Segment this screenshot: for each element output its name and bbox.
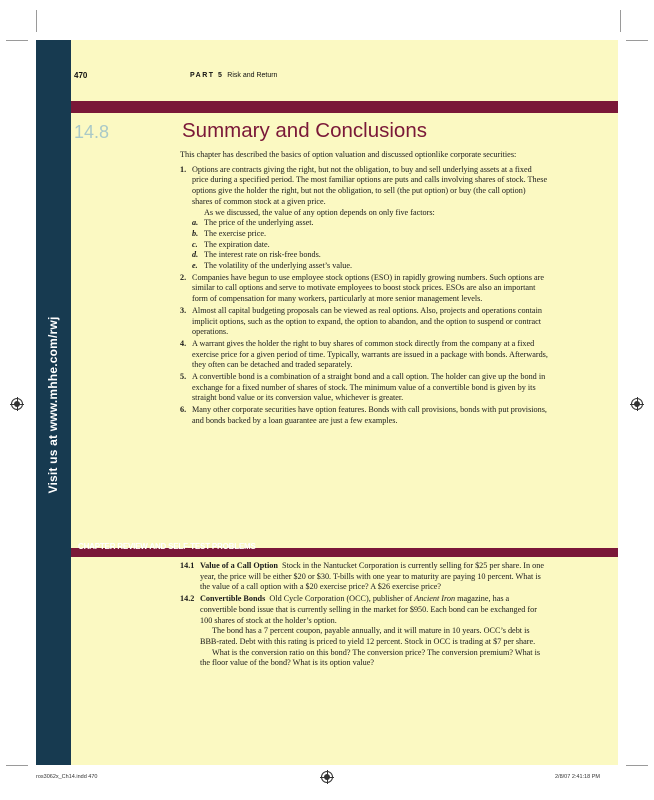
factor-text: The expiration date.: [204, 239, 270, 249]
problem-item: [180, 561, 548, 593]
factor-letter: b.: [192, 228, 199, 238]
crop-mark: [620, 10, 621, 32]
crop-mark: [6, 40, 28, 41]
list-item: [180, 273, 548, 305]
problem-title: Convertible Bonds: [200, 594, 266, 604]
problem-number: 14.2: [180, 594, 195, 604]
list-item: [180, 306, 548, 338]
crop-mark: [626, 765, 648, 766]
section-number: 14.8: [74, 122, 110, 142]
running-head: [190, 72, 277, 79]
item-text: A convertible bond is a combination of a straight bond and a call option. The holder can give up the bond in exchange for a fixed number of shares of stock. The minimum value of a convertible bond is given by its straight bond value or its conversion value, whichever is greater.: [192, 372, 546, 403]
factor-text: The volatility of the underlying asset’s value.: [204, 261, 353, 271]
problem-text: Old Cycle Corporation (OCC), publisher of: [269, 594, 413, 604]
factor-item: [192, 240, 548, 251]
item-text: Options are contracts giving the right, but not the obligation, to buy and sell underlying assets at a fixed price during a specified period. The most familiar options are puts and calls involving shares of stock. These options give the holder the right, but not the obligation, to sell (the put option) or buy (the call option) shares of common stock at a given price.: [192, 164, 548, 206]
review-problems: [180, 561, 548, 670]
problem-title: Value of a Call Option: [200, 561, 278, 570]
problem-text: What is the conversion ratio on this bond? The conversion price? The conversion premium? What is the floor value of the bond? What is its option value?: [200, 647, 541, 668]
factor-letter: a.: [192, 218, 199, 228]
problem-text: Stock in the Nantucket Corporation is currently selling for $25 per share. In one year, the price will be either $20 or $30. T-bills with one year to maturity are paying 10 percent. What is the value of a call option with a $20 exercise price? A $26 exercise price?: [200, 561, 544, 592]
item-text: As we discussed, the value of any option depends on only five factors:: [204, 207, 435, 217]
magazine-title: Ancient Iron: [414, 594, 456, 604]
review-heading: CHAPTER REVIEW AND SELF-TEST PROBLEMS: [78, 542, 256, 551]
page-number: 470: [74, 71, 88, 80]
item-number: 1.: [180, 164, 187, 174]
factor-item: [192, 250, 548, 261]
summary-body: [180, 150, 548, 428]
sidebar-url-text: Visit us at www.mhhe.com/rwj: [46, 316, 60, 494]
print-slug-file: ros3062x_Ch14.indd 470: [36, 774, 98, 780]
item-number: 3.: [180, 305, 187, 315]
problem-number: 14.1: [180, 561, 195, 570]
problem-text: The bond has a 7 percent coupon, payable annually, and it will mature in 10 years. OCC’s debt is BBB-rated. Debt with this rating is priced to yield 12 percent. Stock in OCC is trading at $7 per share.: [200, 626, 536, 646]
part-title: Risk and Return: [227, 72, 278, 79]
problem-item: [180, 594, 548, 669]
crop-mark: [6, 765, 28, 766]
item-number: 4.: [180, 338, 187, 348]
factor-text: The price of the underlying asset.: [204, 218, 314, 228]
factor-item: [192, 261, 548, 272]
section-bar: [71, 101, 618, 113]
registration-mark-icon: [631, 398, 643, 410]
list-item: [180, 405, 548, 426]
registration-mark-icon: [321, 771, 333, 783]
item-text: Companies have begun to use employee stock options (ESO) in rapidly growing numbers. Such options are similar to call options and serve to motivate employees to boost stock prices. ESOs are also an important form of compensation for many workers, particularly at more senior management levels.: [192, 272, 545, 304]
crop-mark: [626, 40, 648, 41]
item-text: A warrant gives the holder the right to buy shares of common stock directly from the company at a fixed exercise price for a given period of time. Typically, warrants are issued in a package with bonds. Afterwards, they often can be detached and traded separately.: [192, 338, 548, 370]
factor-item: [192, 218, 548, 229]
intro-paragraph: This chapter has described the basics of option valuation and discussed optionlike corporate securities:: [180, 150, 517, 159]
registration-mark-icon: [11, 398, 23, 410]
crop-mark: [36, 10, 37, 32]
factor-text: The exercise price.: [204, 228, 267, 238]
section-title: Summary and Conclusions: [182, 119, 427, 142]
item-number: 6.: [180, 405, 187, 415]
item-text: Almost all capital budgeting proposals can be viewed as real options. Also, projects and operations contain implicit options, such as the option to expand, the option to abandon, and the option to suspend or contract operations.: [192, 305, 542, 337]
factor-letter: e.: [192, 261, 198, 271]
factor-item: [192, 229, 548, 240]
list-item: [180, 372, 548, 404]
list-item: [180, 339, 548, 371]
list-item: [180, 165, 548, 272]
print-slug-date: 2/8/07 2:41:18 PM: [555, 774, 600, 780]
part-label: PART 5: [190, 72, 224, 79]
problem-text: magazine, has a convertible bond issue that is currently selling in the market for $950. Each bond can be exchanged for 100 shares of stock at the holder’s option.: [200, 594, 537, 625]
factor-text: The interest rate on risk-free bonds.: [204, 250, 321, 260]
factor-letter: c.: [192, 239, 198, 249]
factor-letter: d.: [192, 250, 199, 260]
item-text: Many other corporate securities have option features. Bonds with call provisions, bonds with put provisions, and bonds backed by a loan guarantee are just a few examples.: [192, 405, 547, 425]
item-number: 5.: [180, 372, 187, 382]
item-number: 2.: [180, 272, 187, 282]
